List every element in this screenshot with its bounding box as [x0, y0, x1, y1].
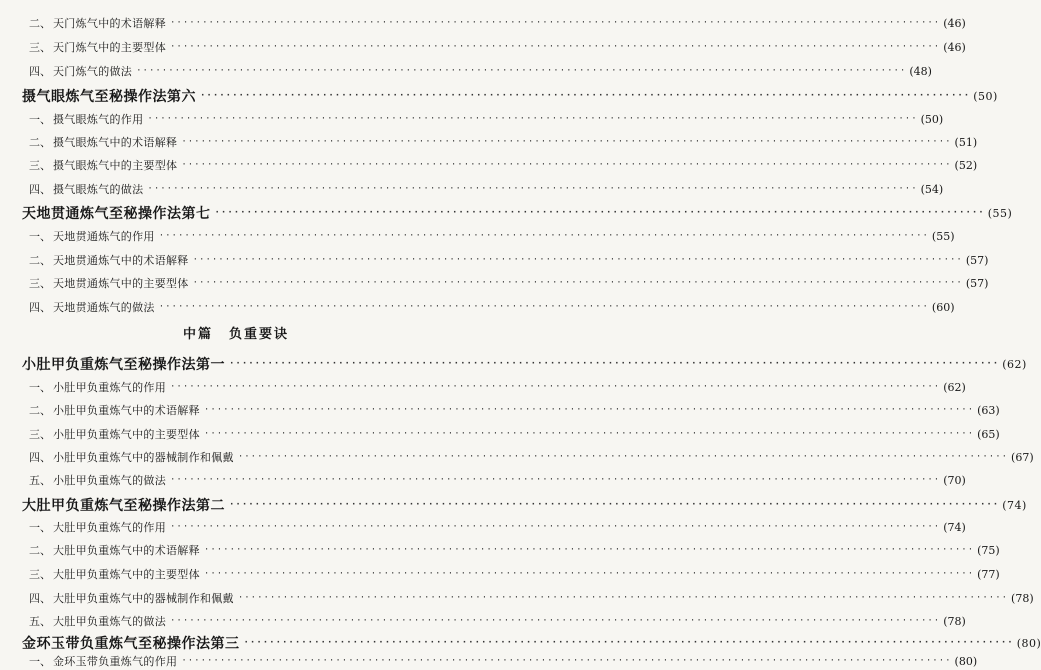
entry-number: 三、	[29, 159, 51, 172]
dot-leader: ························································································································	[214, 208, 985, 218]
entry-number: 一、	[29, 381, 51, 394]
entry-number: 一、	[29, 113, 51, 126]
entry-title: 小肚甲负重炼气的作用	[53, 381, 166, 394]
page-number: (67)	[1011, 450, 1034, 464]
toc-entry	[0, 180, 944, 198]
page-number: (80)	[1016, 636, 1041, 650]
page-number: (74)	[943, 520, 966, 534]
page-number: (46)	[943, 40, 966, 54]
dot-leader: ························································································································	[203, 405, 975, 415]
page-number: (63)	[977, 403, 1000, 417]
toc-entry	[0, 541, 1000, 559]
toc-entry	[0, 471, 966, 489]
entry-title: 大肚甲负重炼气中的器械制作和佩戴	[53, 592, 234, 605]
dot-leader: ························································································································	[170, 382, 941, 392]
dot-leader: ························································································································	[147, 184, 918, 194]
toc-entry	[0, 378, 966, 396]
entry-number: 四、	[29, 592, 51, 605]
chapter-title: 大肚甲负重炼气至秘操作法第二	[22, 498, 225, 514]
part-name: 中篇	[182, 327, 213, 342]
entry-title: 天门炼气的做法	[53, 65, 133, 78]
toc-entry	[0, 425, 1000, 443]
dot-leader: ························································································································	[181, 160, 952, 170]
entry-number: 三、	[29, 428, 51, 441]
entry-number: 五、	[29, 615, 51, 628]
entry-title: 小肚甲负重炼气中的器械制作和佩戴	[53, 451, 234, 464]
entry-number: 二、	[29, 254, 51, 267]
entry-title: 金环玉带负重炼气的作用	[53, 655, 178, 668]
entry-number: 三、	[29, 41, 51, 54]
entry-number: 四、	[29, 183, 51, 196]
dot-leader: ························································································································	[203, 545, 975, 555]
entry-number: 二、	[29, 544, 51, 557]
dot-leader: ························································································································	[200, 91, 971, 101]
page-number: (55)	[987, 206, 1013, 220]
dot-leader: ························································································································	[192, 255, 963, 265]
toc-entry	[0, 652, 978, 670]
dot-leader: ························································································································	[170, 18, 941, 28]
toc-entry	[0, 62, 932, 80]
dot-leader: ························································································································	[170, 42, 941, 52]
toc-entry	[0, 518, 966, 536]
toc-entry	[0, 565, 1000, 583]
page-number: (77)	[977, 567, 1000, 581]
entry-title: 摄气眼炼气中的主要型体	[53, 159, 178, 172]
page-number: (50)	[973, 89, 998, 103]
entry-title: 大肚甲负重炼气中的主要型体	[53, 568, 200, 581]
chapter-title: 金环玉带负重炼气至秘操作法第三	[22, 636, 240, 652]
dot-leader: ························································································································	[237, 452, 1009, 462]
page-number: (55)	[931, 229, 955, 243]
entry-number: 一、	[29, 521, 51, 534]
entry-number: 一、	[29, 230, 51, 243]
dot-leader: ························································································································	[181, 137, 952, 147]
dot-leader: ························································································································	[203, 569, 975, 579]
dot-leader: ························································································································	[203, 429, 975, 439]
entry-title: 小肚甲负重炼气的做法	[53, 474, 166, 487]
chapter-title: 小肚甲负重炼气至秘操作法第一	[22, 357, 225, 373]
entry-number: 五、	[29, 474, 51, 487]
entry-title: 大肚甲负重炼气的做法	[53, 615, 166, 628]
part-title	[0, 323, 472, 342]
toc-entry	[0, 227, 955, 245]
dot-leader: ························································································································	[192, 278, 963, 288]
page-number: (60)	[931, 300, 955, 314]
page-number: (75)	[977, 543, 1000, 557]
dot-leader: ························································································································	[158, 231, 929, 241]
page-number: (62)	[1002, 357, 1027, 371]
page-number: (80)	[954, 654, 978, 668]
toc-entry	[0, 14, 966, 32]
toc-entry	[0, 133, 978, 151]
entry-title: 天地贯通炼气的作用	[53, 230, 155, 243]
dot-leader: ························································································································	[136, 66, 907, 76]
page-number: (46)	[943, 16, 966, 30]
toc-chapter	[0, 632, 1041, 654]
dot-leader: ························································································································	[229, 500, 1000, 510]
toc-entry	[0, 401, 1000, 419]
entry-title: 小肚甲负重炼气中的主要型体	[53, 428, 200, 441]
dot-leader: ························································································································	[158, 302, 929, 312]
entry-number: 二、	[29, 404, 51, 417]
toc-entry	[0, 251, 989, 269]
page-number: (65)	[977, 427, 1000, 441]
toc-entry	[0, 298, 955, 316]
dot-leader: ························································································································	[237, 593, 1009, 603]
page-number: (57)	[965, 276, 989, 290]
dot-leader: ························································································································	[170, 522, 941, 532]
toc-entry	[0, 612, 966, 630]
toc-entry	[0, 38, 966, 56]
entry-title: 大肚甲负重炼气的作用	[53, 521, 166, 534]
entry-title: 摄气眼炼气中的术语解释	[53, 136, 178, 149]
dot-leader: ························································································································	[229, 359, 1000, 369]
page-number: (57)	[965, 253, 989, 267]
toc-chapter	[0, 202, 1013, 224]
page-number: (51)	[954, 135, 978, 149]
toc-chapter	[0, 494, 1027, 516]
entry-title: 天地贯通炼气的做法	[53, 301, 155, 314]
page-number: (52)	[954, 158, 978, 172]
dot-leader: ························································································································	[243, 638, 1014, 648]
entry-number: 三、	[29, 277, 51, 290]
page-number: (54)	[920, 182, 944, 196]
entry-title: 大肚甲负重炼气中的术语解释	[53, 544, 200, 557]
entry-title: 天地贯通炼气中的主要型体	[53, 277, 189, 290]
toc-entry	[0, 448, 1034, 466]
page-number: (74)	[1002, 498, 1027, 512]
dot-leader: ························································································································	[170, 616, 941, 626]
entry-number: 四、	[29, 65, 51, 78]
entry-title: 天地贯通炼气中的术语解释	[53, 254, 189, 267]
toc-entry	[0, 110, 944, 128]
entry-title: 小肚甲负重炼气中的术语解释	[53, 404, 200, 417]
dot-leader: ························································································································	[147, 114, 918, 124]
dot-leader: ························································································································	[181, 656, 952, 666]
toc-chapter	[0, 85, 998, 107]
entry-number: 四、	[29, 301, 51, 314]
dot-leader: ························································································································	[170, 475, 941, 485]
entry-title: 天门炼气中的术语解释	[53, 17, 166, 30]
entry-number: 二、	[29, 136, 51, 149]
entry-title: 天门炼气中的主要型体	[53, 41, 166, 54]
page-number: (70)	[943, 473, 966, 487]
page-number: (48)	[909, 64, 932, 78]
part-subtitle: 负重要诀	[229, 327, 290, 342]
entry-number: 一、	[29, 655, 51, 668]
toc-chapter	[0, 353, 1027, 375]
chapter-title: 天地贯通炼气至秘操作法第七	[22, 206, 211, 222]
entry-number: 三、	[29, 568, 51, 581]
entry-number: 四、	[29, 451, 51, 464]
toc-entry	[0, 156, 978, 174]
toc-entry	[0, 589, 1034, 607]
toc-entry	[0, 274, 989, 292]
chapter-title: 摄气眼炼气至秘操作法第六	[22, 89, 196, 105]
entry-title: 摄气眼炼气的做法	[53, 183, 144, 196]
page-number: (78)	[1011, 591, 1034, 605]
entry-number: 二、	[29, 17, 51, 30]
page-number: (62)	[943, 380, 966, 394]
page-number: (78)	[943, 614, 966, 628]
entry-title: 摄气眼炼气的作用	[53, 113, 144, 126]
page-number: (50)	[920, 112, 944, 126]
